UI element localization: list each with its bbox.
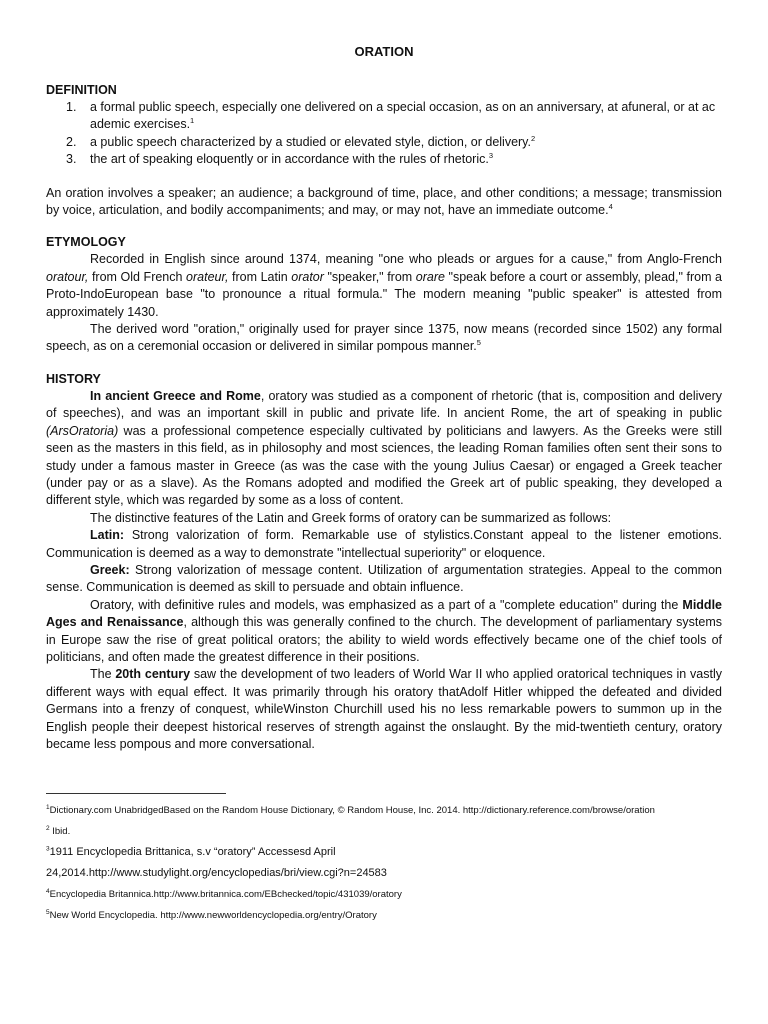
footnote: $^4$Encyclopedia Britannica.http://www.britannica.com/EBchecked/topic/431039/oratory	[46, 887, 402, 900]
history-paragraph: The 20th century saw the development of two leaders of World War II who applied oratorical techniques in vastly different ways with equal effect. It was primarily through his oratory thatAdolf Hitler whipped the defeated and divided Germans into a frenzy of conquest, whileWinston Churchill used his no less remarkable powers to summon up in the English people their deepest historical reserves of strength against the onslaught. By the mid-twentieth century, oratory became less pompous and more conversational.	[46, 667, 723, 751]
footnote: $^3$1911 Encyclopedia Brittanica, s.v “oratory” Accessesd April	[46, 845, 336, 858]
footnote-ref: 5	[476, 338, 481, 348]
etymology-paragraph: Recorded in English since around 1374, meaning "one who pleads or argues for a cause," from Anglo-French oratour, from Old French orateur, from Latin orator "speaker," from orare "speak before a court or assembly, plead," from a Proto-IndoEuropean base "to pronounce a ritual formula." The modern meaning "public speaker" is attested from approximately 1430.	[46, 252, 723, 319]
definition-item	[66, 133, 722, 151]
greek-paragraph: Greek: Strong valorization of message content. Utilization of argumentation strategies. Appeal to the common sense. Communication is deemed as skill to persuade and obtain influence.	[46, 562, 722, 595]
history-paragraph: The distinctive features of the Latin and Greek forms of oratory can be summarized as follows:	[90, 510, 612, 525]
definition-text: a public speech characterized by a studied or elevated style, diction, or delivery.	[90, 134, 531, 149]
definition-list	[46, 99, 722, 169]
footnote-ref: 4	[608, 201, 613, 211]
etymology-paragraph: The derived word "oration," originally used for prayer since 1375, now means (recorded since 1502) any formal speech, as on a ceremonial occasion or delivered in similar pompous manner.$^5$	[46, 322, 722, 354]
definition-item	[66, 151, 722, 168]
definition-heading: DEFINITION	[46, 83, 117, 97]
item-number: 3.	[66, 152, 77, 167]
item-number: 2.	[66, 134, 77, 149]
footnote-continuation: 24,2014.http://www.studylight.org/encyclopedias/bri/view.cgi?n=24583	[46, 867, 387, 879]
footnote-ref: 1	[190, 116, 195, 126]
footnote-ref: 3	[488, 151, 494, 161]
history-paragraph: Oratory, with definitive rules and models, was emphasized as a part of a "complete education" during the Middle Ages and Renaissance, although this was generally confined to the church. The development of parliamentary systems in Europe saw the rise of great political orators; the ability to wield words effectively became one of the chief tools of politicians, and often made the greatest difference in their positions.	[46, 597, 723, 664]
footnote-ref: 2	[530, 133, 536, 143]
history-paragraph: In ancient Greece and Rome, oratory was studied as a component of rhetoric (that is, composition and delivery of speeches), and was an important skill in public and private life. In ancient Rome, the art of speaking in public (ArsOratoria) was a professional competence especially cultivated by politicians and lawyers. As the Greeks were still seen as the masters in this field, as in philosophy and most sciences, the leading Roman families often sent their sons to study under a famous master in Greece (as was the case with the young Julius Caesar) or engaged a Greek teacher (under pay or as a slave). As the Romans adopted and modified the Greek art of public speaking, they developed a different style, which was regarded by some as a loss of content.	[46, 388, 723, 508]
footnotes	[46, 804, 736, 930]
definition-summary: An oration involves a speaker; an audience; a background of time, place, and other conditions; a message; transmission by voice, articulation, and bodily accompaniments; and may, or may not, have an immediate outcome.$^4$	[46, 185, 722, 218]
page-title: ORATION	[354, 44, 414, 59]
footnote: $^2$ Ibid.	[46, 824, 71, 837]
footnote: $^5$New World Encyclopedia. http://www.newworldencyclopedia.org/entry/Oratory	[46, 908, 377, 921]
definition-item	[66, 99, 722, 134]
item-number: 1.	[66, 100, 77, 114]
footnote-separator	[46, 793, 226, 794]
latin-paragraph: Latin: Strong valorization of form. Remarkable use of stylistics.Constant appeal to the listener emotions. Communication is deemed as a way to demonstrate "intellectual superiority" or eloquence.	[46, 528, 722, 560]
definition-text: the art of speaking eloquently or in accordance with the rules of rhetoric.	[90, 152, 489, 167]
history-heading: HISTORY	[46, 371, 101, 386]
footnote: $^1$Dictionary.com UnabridgedBased on the Random House Dictionary, © Random House, Inc. 2014. http://dictionary.reference.com/browse/oration	[46, 803, 655, 816]
etymology-heading: ETYMOLOGY	[46, 235, 126, 250]
definition-text: a formal public speech, especially one delivered on a special occasion, as on an anniversary, at afuneral, or at ac ademic exercises.	[90, 100, 716, 132]
